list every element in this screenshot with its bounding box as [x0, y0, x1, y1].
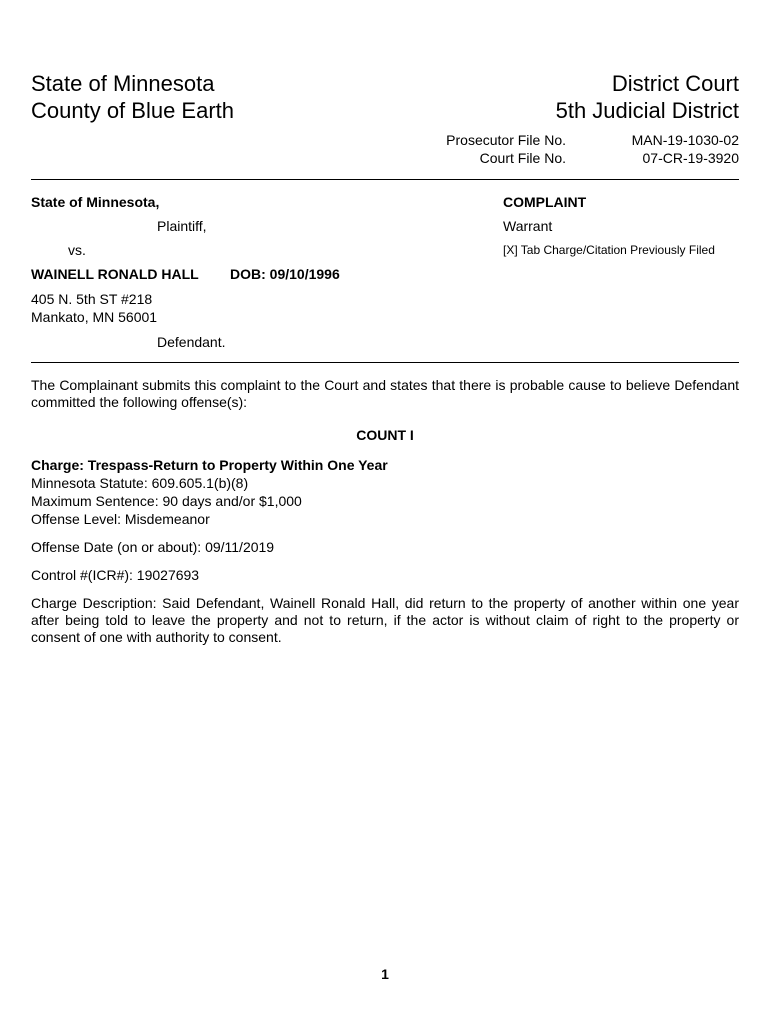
defendant-role: Defendant. — [157, 334, 226, 350]
plaintiff-name: State of Minnesota, — [31, 194, 160, 210]
plaintiff-role: Plaintiff, — [157, 218, 207, 234]
judicial-district: 5th Judicial District — [555, 98, 739, 123]
top-divider — [31, 179, 739, 180]
offense-date-line: Offense Date (on or about): 09/11/2019 — [31, 539, 275, 555]
charge-description: Charge Description: Said Defendant, Wainell Ronald Hall, did return to the property of another within one year after being told to leave the property and not to return, if the actor is without claim of right to the property or consent of one with authority to consent. — [31, 595, 739, 645]
tab-charge-checkbox-label: [X] Tab Charge/Citation Previously Filed — [503, 243, 715, 257]
file-number-values — [632, 131, 739, 167]
max-sentence-line: Maximum Sentence: 90 days and/or $1,000 — [31, 493, 302, 509]
warrant-label: Warrant — [503, 218, 553, 234]
caption-divider — [31, 362, 739, 363]
document-type: COMPLAINT — [503, 194, 587, 210]
court-file-label: Court File No. — [479, 150, 566, 166]
court-block — [556, 70, 739, 124]
defendant-dob: DOB: 09/10/1996 — [230, 266, 340, 282]
statute-line: Minnesota Statute: 609.605.1(b)(8) — [31, 475, 249, 491]
state-name: State of Minnesota — [31, 71, 215, 96]
prosecutor-file-no: MAN-19-1030-02 — [631, 132, 739, 148]
charge-line: Charge: Trespass-Return to Property Within One Year — [31, 457, 388, 473]
court-file-no: 07-CR-19-3920 — [642, 150, 739, 166]
address-line2: Mankato, MN 56001 — [31, 309, 158, 325]
court-name: District Court — [611, 71, 739, 96]
county-name: County of Blue Earth — [31, 98, 235, 123]
count-title: COUNT I — [356, 427, 414, 443]
intro-paragraph: The Complainant submits this complaint to the Court and states that there is probable cause to believe Defendant committed the following offense(s): — [31, 377, 739, 410]
venue-block — [31, 70, 234, 124]
file-number-labels — [436, 131, 566, 167]
defendant-name: WAINELL RONALD HALL — [31, 266, 199, 282]
offense-level-line: Offense Level: Misdemeanor — [31, 511, 210, 527]
address-line1: 405 N. 5th ST #218 — [31, 291, 153, 307]
versus-label: vs. — [68, 242, 86, 258]
page-number: 1 — [381, 966, 389, 982]
control-number-line: Control #(ICR#): 19027693 — [31, 567, 200, 583]
prosecutor-file-label: Prosecutor File No. — [446, 132, 566, 148]
